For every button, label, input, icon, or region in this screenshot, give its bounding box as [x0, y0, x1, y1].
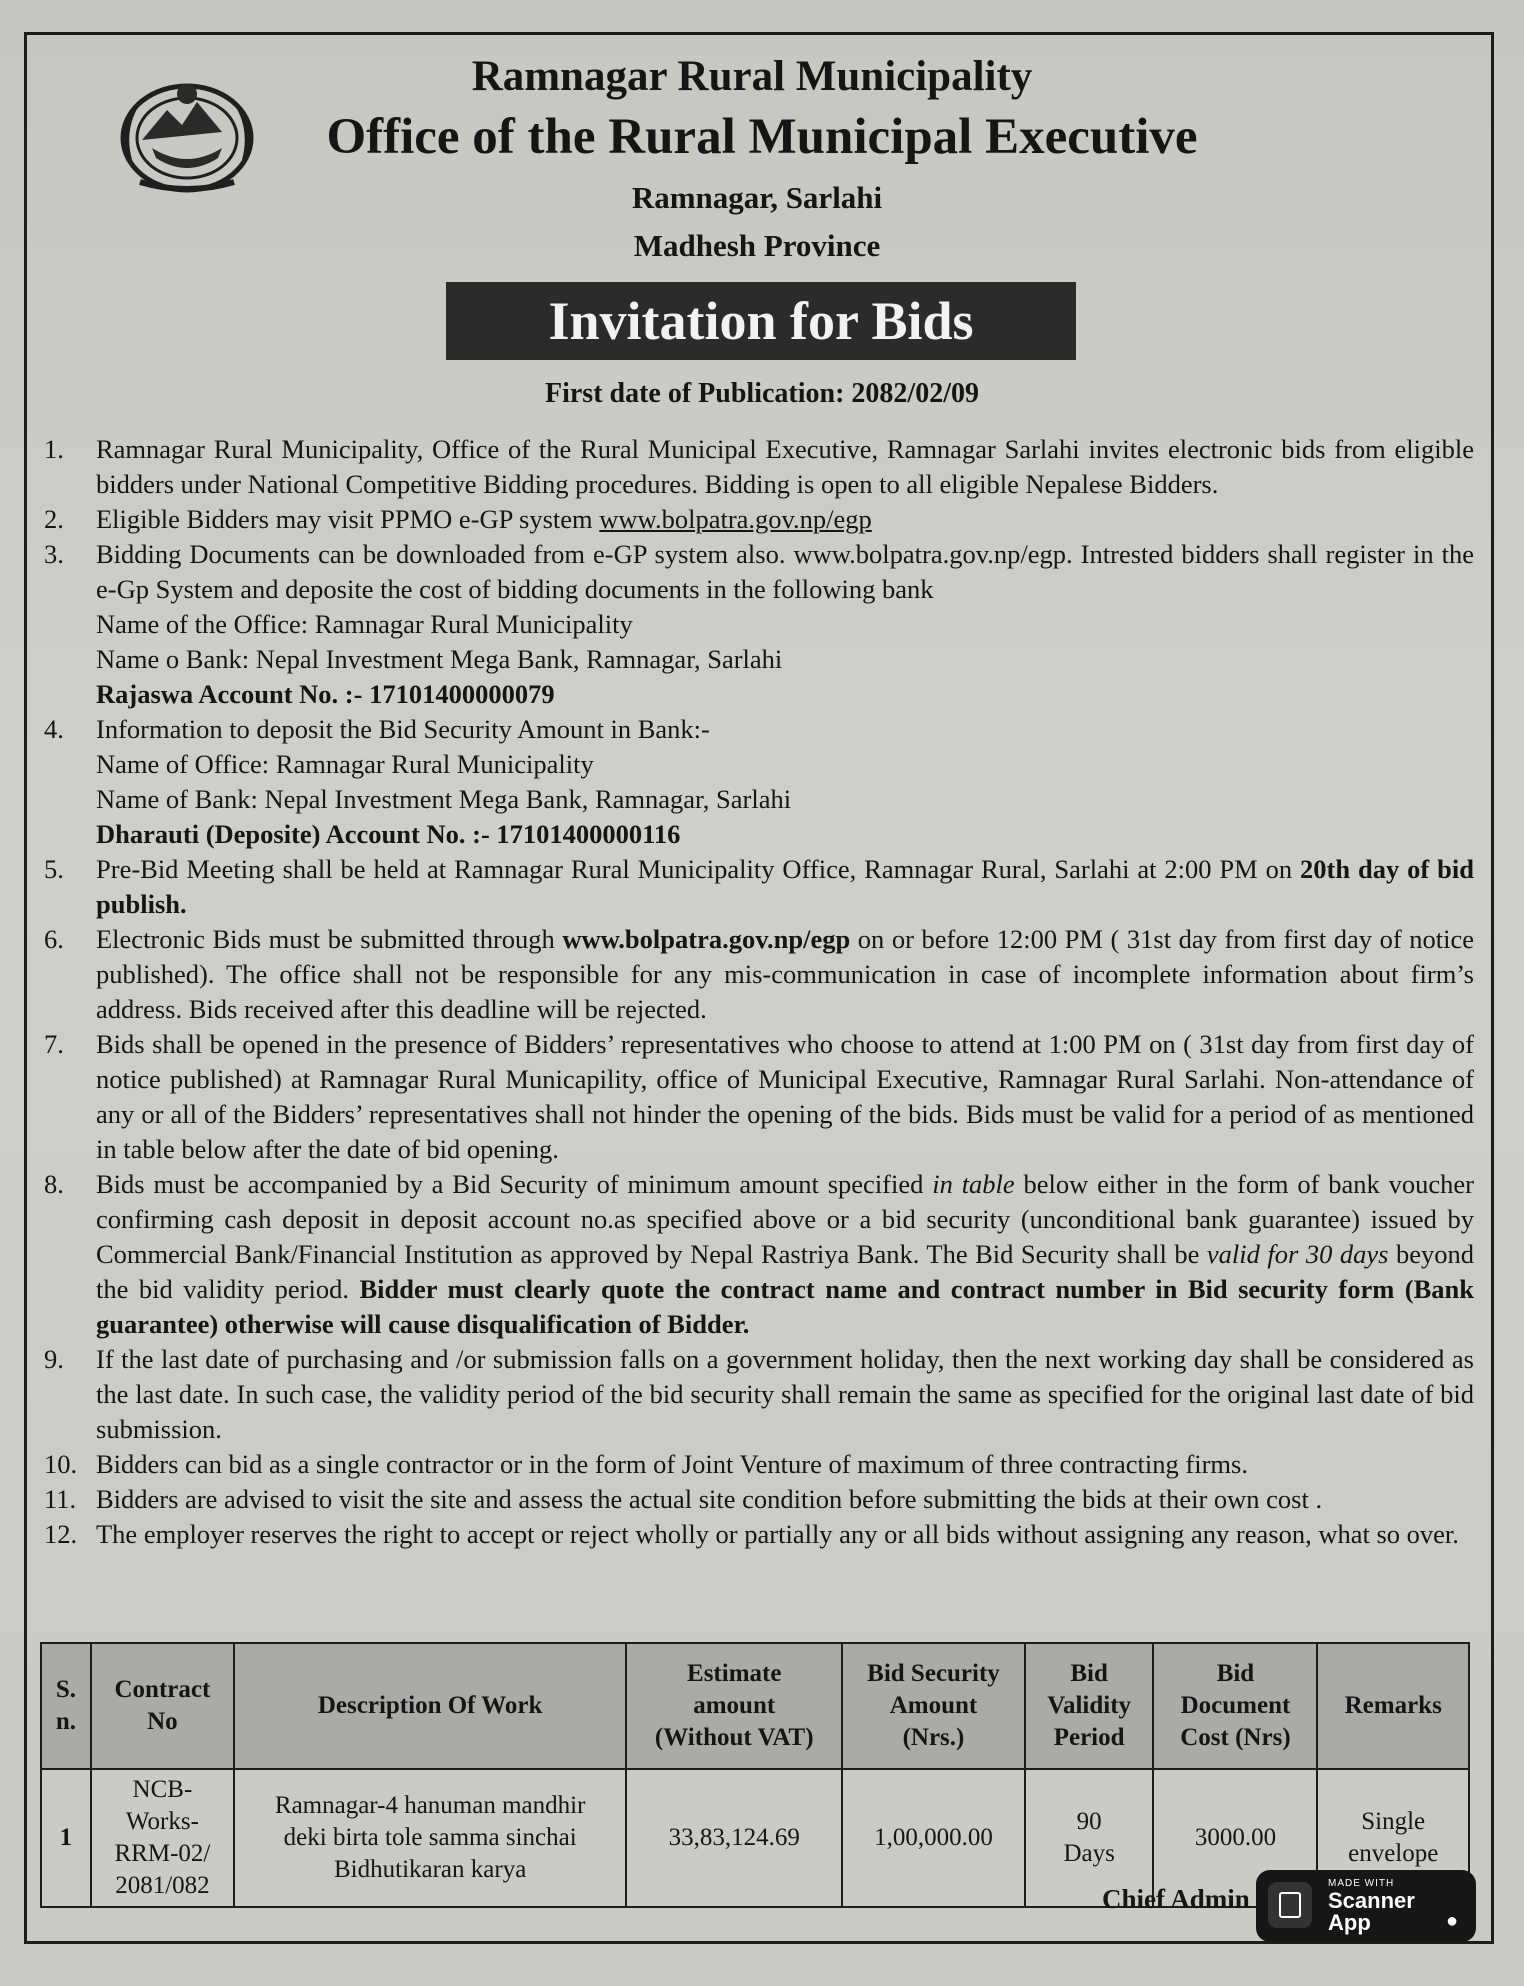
- cell-document-cost: 3000.00: [1153, 1769, 1317, 1907]
- item-text: The employer reserves the right to accept or reject wholly or partially any or all bids without assigning any reason, what so over.: [96, 1519, 1459, 1549]
- item-number: 5.: [44, 854, 64, 884]
- list-item: [44, 852, 1474, 922]
- item-text: Bidding Documents can be downloaded from e-GP system also. www.bolpatra.gov.np/egp. Intrested bidders shall register in the e-Gp System and deposite the cost of bidding documents in the following bank: [96, 539, 1474, 604]
- item-number: 7.: [44, 1029, 64, 1059]
- item-number: 4.: [44, 714, 64, 744]
- header-remarks: Remarks: [1317, 1643, 1469, 1769]
- item-text-italic: valid for 30 days: [1206, 1239, 1389, 1269]
- item-number: 12.: [44, 1519, 78, 1549]
- item-text-italic: in table: [932, 1169, 1015, 1199]
- office-name-line: Name of the Office: Ramnagar Rural Municipality: [96, 609, 633, 639]
- item-number: 10.: [44, 1449, 78, 1479]
- cell-description: Ramnagar-4 hanuman mandhir deki birta tole samma sinchai Bidhutikaran karya: [234, 1769, 626, 1907]
- header-estimate: Estimate amount (Without VAT): [626, 1643, 842, 1769]
- header-description: Description Of Work: [234, 1643, 626, 1769]
- cell-contract-no: NCB-Works- RRM-02/ 2081/082: [91, 1769, 234, 1907]
- cell-remarks: Single envelope: [1317, 1769, 1469, 1907]
- table-header-row: [41, 1643, 1469, 1769]
- notice-items: [44, 432, 1474, 1552]
- header-document-cost: Bid Document Cost (Nrs): [1153, 1643, 1317, 1769]
- watermark-made-with: MADE WITH: [1328, 1878, 1395, 1889]
- header-contract-no: Contract No: [91, 1643, 234, 1769]
- item-number: 2.: [44, 504, 64, 534]
- item-text: below either in the form of bank voucher confirming cash deposit in deposit account no.as specified above or a bid security (unconditional bank guarantee) issued by Commercial Bank/Financial Institution as approved by Nepal Rastriya Bank. The Bid Security shall be: [96, 1169, 1474, 1269]
- cell-validity: 90 Days: [1025, 1769, 1154, 1907]
- location: Ramnagar, Sarlahi: [631, 180, 883, 215]
- header-sn: S. n.: [41, 1643, 91, 1769]
- item-text: Bidders are advised to visit the site and assess the actual site condition before submitting the bids at their own cost .: [96, 1484, 1323, 1514]
- cell-bid-security: 1,00,000.00: [842, 1769, 1025, 1907]
- list-item: [44, 1517, 1474, 1552]
- list-item: [44, 1482, 1474, 1517]
- list-item: [44, 922, 1474, 1027]
- item-number: 1.: [44, 434, 64, 464]
- disqualification-warning: Bidder must clearly quote the contract name and contract number in Bid security form (Bank guarantee) otherwise will cause disqualification of Bidder.: [96, 1274, 1474, 1339]
- item-number: 3.: [44, 539, 64, 569]
- publication-date: First date of Publication: 2082/02/09: [545, 378, 979, 409]
- header-bid-security: Bid Security Amount (Nrs.): [842, 1643, 1025, 1769]
- item-text: Electronic Bids must be submitted through: [96, 924, 563, 954]
- item-text: Bids must be accompanied by a Bid Security of minimum amount specified: [96, 1169, 933, 1199]
- list-item: [44, 502, 1474, 537]
- municipality-name: Ramnagar Rural Municipality: [471, 53, 1033, 100]
- bank-name-line: Name of Bank: Nepal Investment Mega Bank, Ramnagar, Sarlahi: [96, 784, 792, 814]
- deposit-account-number: Dharauti (Deposite) Account No. :- 17101400000116: [96, 819, 681, 849]
- item-text: Bidders can bid as a single contractor or in the form of Joint Venture of maximum of three contracting firms.: [96, 1449, 1248, 1479]
- item-text: on or before 12:00 PM ( 31st day from first day of notice published). The office shall not be responsible for any mis-communication in case of incomplete information about firm’s address. Bids received after this deadline will be rejected.: [96, 924, 1474, 1024]
- cell-sn: 1: [41, 1769, 91, 1907]
- apple-icon: ●: [1446, 1910, 1459, 1932]
- item-number: 9.: [44, 1344, 64, 1374]
- list-item: [44, 712, 1474, 852]
- egp-link[interactable]: www.bolpatra.gov.np/egp: [599, 504, 872, 534]
- list-item: [44, 432, 1474, 502]
- item-text: Pre-Bid Meeting shall be held at Ramnagar Rural Municipality Office, Ramnagar Rural, Sarlahi at 2:00 PM on: [96, 854, 1301, 884]
- signature-title: Chief Admin: [1102, 1884, 1250, 1914]
- item-number: 11.: [44, 1484, 77, 1514]
- list-item: [44, 1167, 1474, 1342]
- item-text: If the last date of purchasing and /or submission falls on a government holiday, then the next working day shall be considered as the last date. In such case, the validity period of the bid security shall remain the same as specified for the original last date of bid submission.: [96, 1344, 1474, 1444]
- page-title: Invitation for Bids: [446, 282, 1076, 360]
- office-name-line: Name of Office: Ramnagar Rural Municipality: [96, 749, 594, 779]
- province: Madhesh Province: [633, 228, 881, 263]
- document-scanner-icon: [1268, 1882, 1312, 1928]
- list-item: [44, 1342, 1474, 1447]
- item-number: 8.: [44, 1169, 64, 1199]
- office-name: Office of the Rural Municipal Executive: [326, 109, 1198, 165]
- header-validity: Bid Validity Period: [1025, 1643, 1154, 1769]
- item-text: Eligible Bidders may visit PPMO e-GP system: [96, 504, 600, 534]
- revenue-account-number: Rajaswa Account No. :- 17101400000079: [96, 679, 555, 709]
- list-item: [44, 537, 1474, 712]
- item-text: Bids shall be opened in the presence of Bidders’ representatives who choose to attend at 1:00 PM on ( 31st day from first day of notice published) at Ramnagar Rural Municapility, office of Municipal Executive, Ramnagar Rural Sarlahi. Non-attendance of any or all of the Bidders’ representatives shall not hinder the opening of the bids. Bids must be valid for a period of as mentioned in table below after the date of bid opening.: [96, 1029, 1474, 1164]
- table-row: [41, 1769, 1469, 1907]
- submission-url[interactable]: www.bolpatra.gov.np/egp: [562, 924, 851, 954]
- item-text: beyond the bid validity period.: [96, 1239, 1474, 1304]
- bank-name-line: Name o Bank: Nepal Investment Mega Bank, Ramnagar, Sarlahi: [96, 644, 783, 674]
- watermark-app-name: Scanner App: [1328, 1888, 1415, 1935]
- list-item: [44, 1027, 1474, 1167]
- list-item: [44, 1447, 1474, 1482]
- bid-details-table: [40, 1642, 1470, 1908]
- scanner-app-watermark: [1256, 1870, 1476, 1942]
- pre-bid-day: 20th day of bid publish.: [96, 854, 1474, 919]
- item-text: Information to deposit the Bid Security Amount in Bank:-: [96, 714, 710, 744]
- item-number: 6.: [44, 924, 64, 954]
- item-text: Ramnagar Rural Municipality, Office of the Rural Municipal Executive, Ramnagar Sarlahi invites electronic bids from eligible bidders under National Competitive Bidding procedures. Bidding is open to all eligible Nepalese Bidders.: [96, 434, 1474, 499]
- cell-estimate: 33,83,124.69: [626, 1769, 842, 1907]
